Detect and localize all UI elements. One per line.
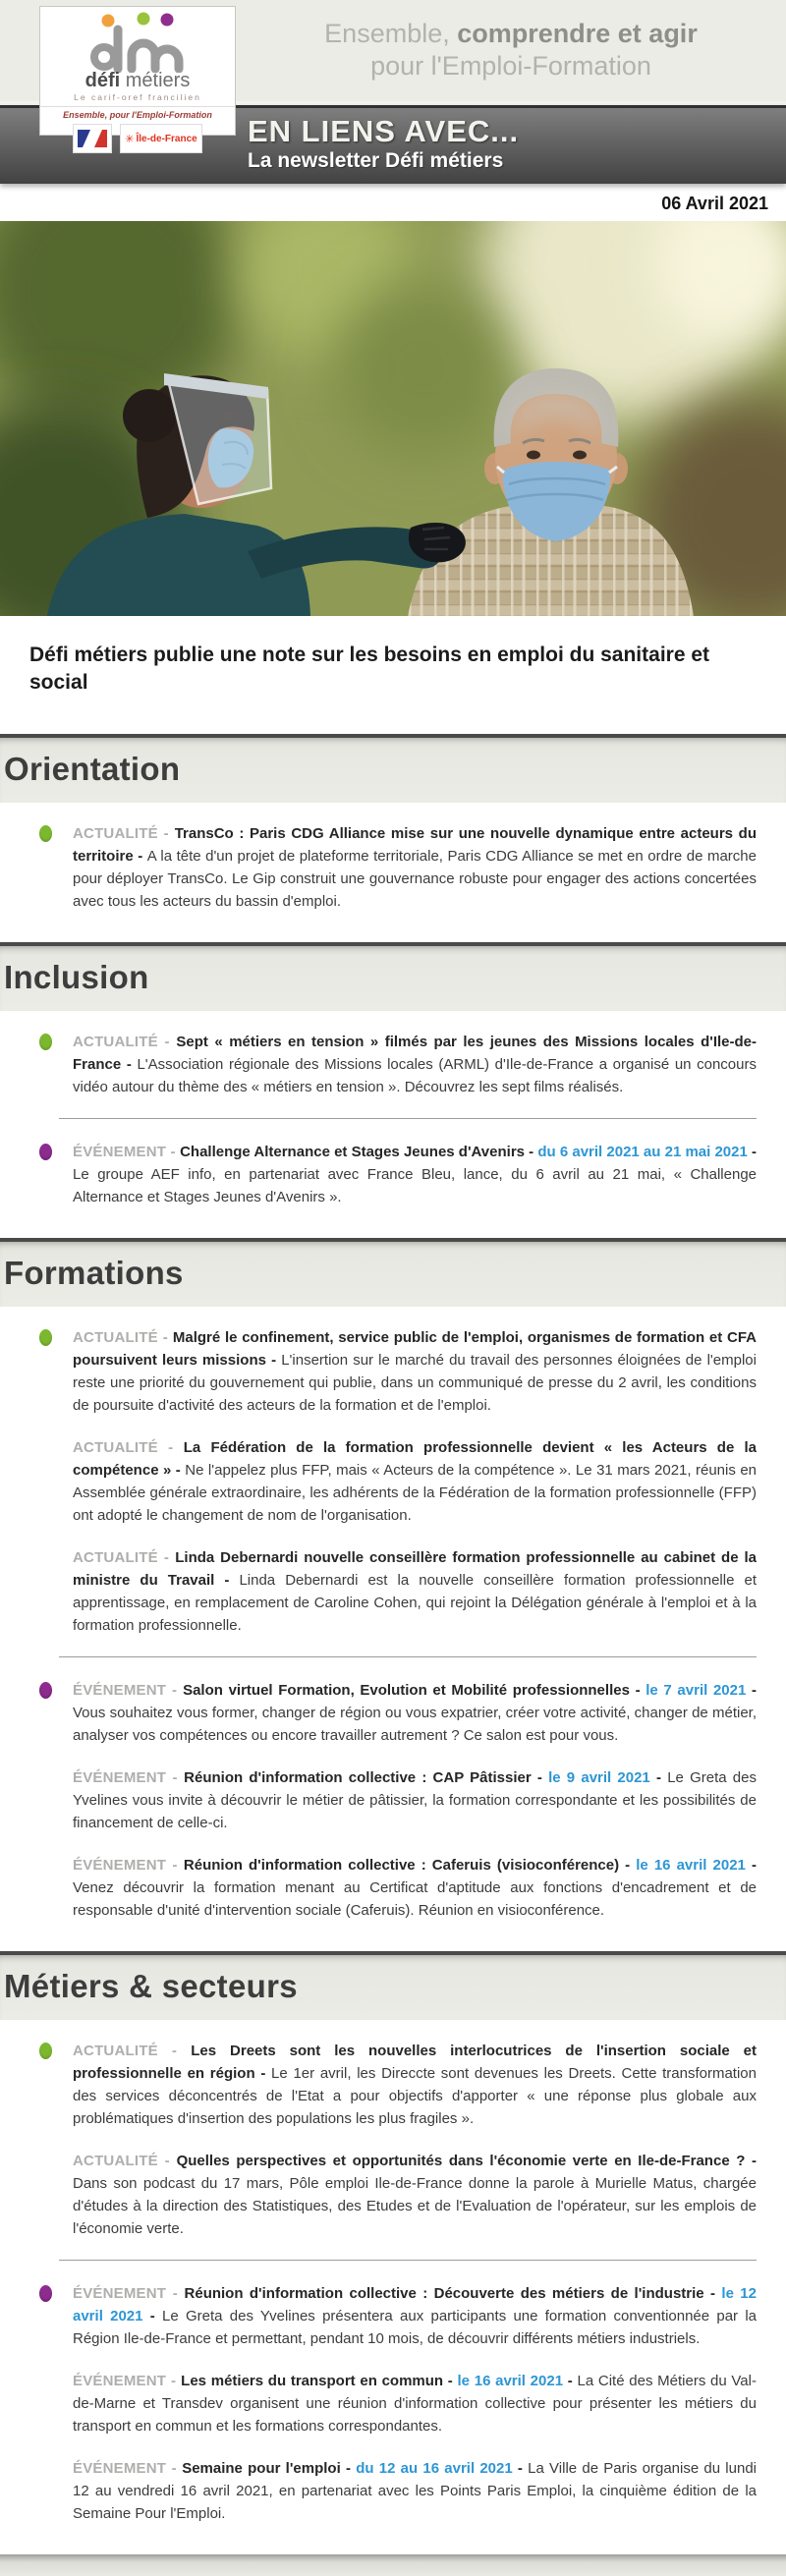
item-title-link[interactable]: La Fédération de la formation professionnelle devient « les Acteurs de la compétence » (73, 1439, 757, 1479)
section-items (0, 803, 786, 942)
item-category-label: ACTUALITÉ (73, 825, 158, 842)
item-category-label: ACTUALITÉ (73, 1549, 158, 1566)
news-item (73, 2040, 757, 2130)
region-label: Île-de-France (136, 133, 197, 144)
item-text (73, 2370, 757, 2437)
item-text (73, 1679, 757, 1747)
ile-de-france-logo[interactable] (120, 124, 201, 153)
header-tagline (265, 18, 757, 83)
separator: - (166, 2460, 183, 2477)
region-star-icon: ✳ (125, 133, 135, 145)
item-title-link[interactable]: Sept « métiers en tension » filmés par les jeunes des Missions locales d'Ile-de-France (73, 1034, 757, 1073)
item-title-link[interactable]: Les métiers du transport en commun (181, 2373, 444, 2389)
item-title-link[interactable]: Malgré le confinement, service public de l'emploi, organismes de formation et CFA poursuivent leurs missions (73, 1329, 757, 1369)
separator: - (747, 1144, 758, 1160)
item-category-label: ACTUALITÉ (73, 1439, 158, 1456)
item-text (73, 1546, 757, 1637)
separator: - (531, 1769, 549, 1786)
item-title-link[interactable]: Salon virtuel Formation, Evolution et Mobilité professionnelles (183, 1682, 630, 1699)
item-body: Le Greta des Yvelines présentera aux participants une formation conventionnée par la Région Ile-de-France et permettant, pendant 10 mois, de découvrir différents métiers industriels. (73, 2308, 757, 2347)
newsletter-title: EN LIENS AVEC... (248, 114, 520, 148)
item-category-label: ÉVÉNEMENT (73, 1857, 167, 1874)
item-body: Venez découvrir la formation menant au Certificat d'aptitude aux fonctions d'encadrement et de responsable d'unité d'intervention sociale (Caferuis). Réunion en visioconférence. (73, 1879, 757, 1919)
item-body: L'Association régionale des Missions locales (ARML) d'Ile-de-France a organisé un concours vidéo autour du thème des « métiers en tension ». Découvrez les sept films réalisés. (73, 1056, 757, 1095)
item-category-label: ÉVÉNEMENT (73, 1682, 167, 1699)
item-text (73, 1766, 757, 1834)
separator: - (525, 1144, 538, 1160)
item-title-link[interactable]: TransCo : Paris CDG Alliance mise sur une nouvelle dynamique entre acteurs du territoire (73, 825, 757, 865)
item-text (73, 2150, 757, 2240)
separator: - (512, 2460, 529, 2477)
separator: - (166, 2373, 182, 2389)
news-item (73, 1679, 757, 1747)
section-title: Formations (4, 1255, 184, 1291)
item-body: Vous souhaitez vous former, changer de région ou vous expatrier, créer votre activité, changer de métier, analyser vos compétences ou encore travailler autrement ? Ce salon est pour vous. (73, 1705, 757, 1744)
item-body: Le 1er avril, les Direccte sont devenues les Dreets. Cette transformation des services déconcentrés de l'Etat a pour objectifs d'apporter « une réponse plus globale aux problématiques d'insertion des populations les plus fragiles ». (73, 2065, 757, 2127)
separator: - (443, 2373, 458, 2389)
item-body: L'insertion sur le marché du travail des personnes éloignées de l'emploi reste une priorité du gouvernement qui publie, dans un communiqué de presse du 2 avril, les conditions de poursuite d'activité des acteurs de la formation et de l'emploi. (73, 1352, 757, 1414)
item-category-label: ÉVÉNEMENT (73, 1144, 167, 1160)
news-item (73, 822, 757, 913)
item-date-link[interactable]: du 12 au 16 avril 2021 (356, 2460, 513, 2477)
separator: - (629, 1682, 646, 1699)
news-item (73, 1436, 757, 1527)
item-text (73, 1031, 757, 1098)
issue-date: 06 Avril 2021 (0, 184, 786, 221)
item-date-link[interactable]: le 12 avril 2021 (73, 2285, 757, 2324)
news-item (73, 2282, 757, 2350)
item-bullet-evenement (39, 2285, 52, 2302)
item-date-link[interactable]: le 7 avril 2021 (646, 1682, 747, 1699)
logo-wordmark (40, 71, 235, 91)
item-date-link[interactable]: le 9 avril 2021 (548, 1769, 650, 1786)
item-text (73, 1141, 757, 1208)
french-flag-icon (78, 130, 107, 147)
item-bullet-actualite (39, 1329, 52, 1346)
separator: - (157, 1034, 177, 1050)
separator: - (254, 2065, 272, 2082)
section-items (0, 1011, 786, 1238)
separator: - (121, 1056, 138, 1073)
item-title-link[interactable]: Semaine pour l'emploi (182, 2460, 341, 2477)
sections (0, 734, 786, 2554)
news-item (73, 1031, 757, 1098)
section-title: Métiers & secteurs (4, 1968, 298, 2004)
logo-subtitle: Le carif-oref francilien (74, 92, 201, 102)
item-date-link[interactable]: le 16 avril 2021 (457, 2373, 564, 2389)
section-band (0, 1951, 786, 2020)
separator: - (171, 1462, 186, 1479)
separator: - (166, 1769, 185, 1786)
brand-bold: défi (84, 70, 121, 91)
separator: - (157, 1549, 176, 1566)
item-body: Linda Debernardi est la nouvelle conseillère formation professionnelle et apprentissage, en remplacement de Caroline Cohen, qui rejoint la Délégation générale à l'emploi et à la formation professionnelle. (73, 1572, 757, 1634)
separator: - (745, 2153, 757, 2169)
logo-people-icon (79, 12, 196, 73)
item-body: Dans son podcast du 17 mars, Pôle emploi Ile-de-France donne la parole à Murielle Matus, chargée d'études à la direction des Statistiques, des Etudes et de l'Evaluation de l'opérateur, sur les emplois de l'économie verte. (73, 2175, 757, 2237)
separator: - (157, 2153, 177, 2169)
french-government-logo (73, 124, 112, 153)
item-bullet-actualite (39, 1034, 52, 1050)
item-category-label: ÉVÉNEMENT (73, 2373, 167, 2389)
separator: - (214, 1572, 240, 1589)
tagline-part1: Ensemble, (324, 19, 450, 48)
news-item (73, 1326, 757, 1417)
item-date-link[interactable]: le 16 avril 2021 (636, 1857, 746, 1874)
logo-banner: Ensemble, pour l'Emploi-Formation (40, 106, 235, 120)
item-text (73, 822, 757, 913)
separator: - (157, 1439, 184, 1456)
item-text (73, 1854, 757, 1922)
news-item (73, 1546, 757, 1637)
separator: - (157, 1329, 173, 1346)
item-text (73, 1326, 757, 1417)
item-category-label: ÉVÉNEMENT (73, 2285, 167, 2302)
item-title-link[interactable]: Réunion d'information collective : Caferuis (visioconférence) (183, 1857, 620, 1874)
item-text (73, 2282, 757, 2350)
separator: - (142, 2308, 163, 2324)
item-body: A la tête d'un projet de plateforme territoriale, Paris CDG Alliance se met en ordre de marche pour déployer TransCo. Le Gip construit une gouvernance robuste pour engager des actions concertées avec tous les acteurs du bassin d'emploi. (73, 848, 757, 910)
item-body: Ne l'appelez plus FFP, mais « Acteurs de la compétence ». Le 31 mars 2021, réunis en Assemblée générale extraordinaire, les adhérents de la Fédération de la formation professionnelle (FFP) ont adopté le changement de nom de l'organisation. (73, 1462, 757, 1524)
news-item (73, 2370, 757, 2437)
section-band (0, 734, 786, 803)
item-date-link[interactable]: du 6 avril 2021 au 21 mai 2021 (537, 1144, 748, 1160)
item-text (73, 1436, 757, 1527)
item-category-label: ÉVÉNEMENT (73, 1769, 167, 1786)
separator: - (166, 1144, 181, 1160)
headline-link[interactable]: Défi métiers publie une note sur les besoins en emploi du sanitaire et social (29, 644, 710, 694)
news-item (73, 1766, 757, 1834)
tagline-line2: pour l'Emploi-Formation (370, 51, 651, 81)
tagline-part2: comprendre et agir (449, 19, 698, 48)
item-category-label: ACTUALITÉ (73, 2153, 158, 2169)
item-bullet-actualite (39, 825, 52, 842)
section-items (0, 2020, 786, 2554)
section-items (0, 1307, 786, 1951)
item-title-link[interactable]: Les Dreets sont les nouvelles interlocutrices de l'insertion sociale et professionnelle en région (73, 2043, 757, 2082)
group-divider (59, 1118, 757, 1119)
brand-regular: métiers (120, 70, 191, 91)
separator: - (745, 1857, 757, 1874)
separator: - (265, 1352, 282, 1369)
separator: - (746, 1682, 757, 1699)
section-title: Orientation (4, 751, 181, 787)
item-bullet-evenement (39, 1682, 52, 1699)
item-category-label: ACTUALITÉ (73, 1034, 158, 1050)
item-title-link[interactable]: Challenge Alternance et Stages Jeunes d'Avenirs (180, 1144, 526, 1160)
section-band (0, 942, 786, 1011)
separator: - (166, 2285, 185, 2302)
newsletter-subtitle: La newsletter Défi métiers (248, 149, 504, 172)
separator: - (166, 1857, 184, 1874)
item-title-link[interactable]: Réunion d'information collective : CAP Pâtissier (184, 1769, 532, 1786)
partner-logos (40, 124, 235, 153)
item-text (73, 2040, 757, 2130)
item-title-link[interactable]: Quelles perspectives et opportunités dans l'économie verte en Ile-de-France ? (176, 2153, 746, 2169)
separator: - (166, 1682, 184, 1699)
separator: - (563, 2373, 578, 2389)
page-bottom-edge (0, 2554, 786, 2576)
news-item (73, 2457, 757, 2525)
separator: - (703, 2285, 722, 2302)
news-item (73, 2150, 757, 2240)
separator: - (619, 1857, 637, 1874)
separator: - (340, 2460, 357, 2477)
item-title-link[interactable]: Linda Debernardi nouvelle conseillère formation professionnelle au cabinet de la ministre du Travail (73, 1549, 757, 1589)
section-band (0, 1238, 786, 1307)
item-title-link[interactable]: Réunion d'information collective : Découverte des métiers de l'industrie (184, 2285, 704, 2302)
group-divider (59, 1656, 757, 1657)
item-bullet-actualite (39, 2043, 52, 2059)
separator: - (649, 1769, 668, 1786)
item-body: Le Greta des Yvelines vous invite à découvrir le métier de pâtissier, la formation correspondante et les possibilités de financement de celle-ci. (73, 1769, 757, 1831)
separator: - (157, 825, 175, 842)
item-body: Le groupe AEF info, en partenariat avec France Bleu, lance, du 6 avril au 21 mai, « Challenge Alternance et Stages Jeunes d'Avenirs ». (73, 1166, 757, 1205)
news-item (73, 1854, 757, 1922)
section-title: Inclusion (4, 959, 149, 995)
item-text (73, 2457, 757, 2525)
news-item (73, 1141, 757, 1208)
separator: - (157, 2043, 192, 2059)
item-body: La Ville de Paris organise du lundi 12 au vendredi 16 avril 2021, en partenariat avec les Points Paris Emploi, la cinquième édition de la Semaine Pour l'Emploi. (73, 2460, 758, 2522)
separator: - (133, 848, 147, 865)
newsletter-photo (0, 221, 786, 616)
group-divider (59, 2260, 757, 2261)
item-category-label: ÉVÉNEMENT (73, 2460, 167, 2477)
item-bullet-evenement (39, 1144, 52, 1160)
item-category-label: ACTUALITÉ (73, 2043, 158, 2059)
item-body: La Cité des Métiers du Val-de-Marne et Transdev organisent une réunion d'information collective pour présenter les métiers du transport en commun et les formations correspondantes. (73, 2373, 757, 2435)
item-category-label: ACTUALITÉ (73, 1329, 158, 1346)
defi-metiers-logo[interactable] (39, 6, 236, 145)
